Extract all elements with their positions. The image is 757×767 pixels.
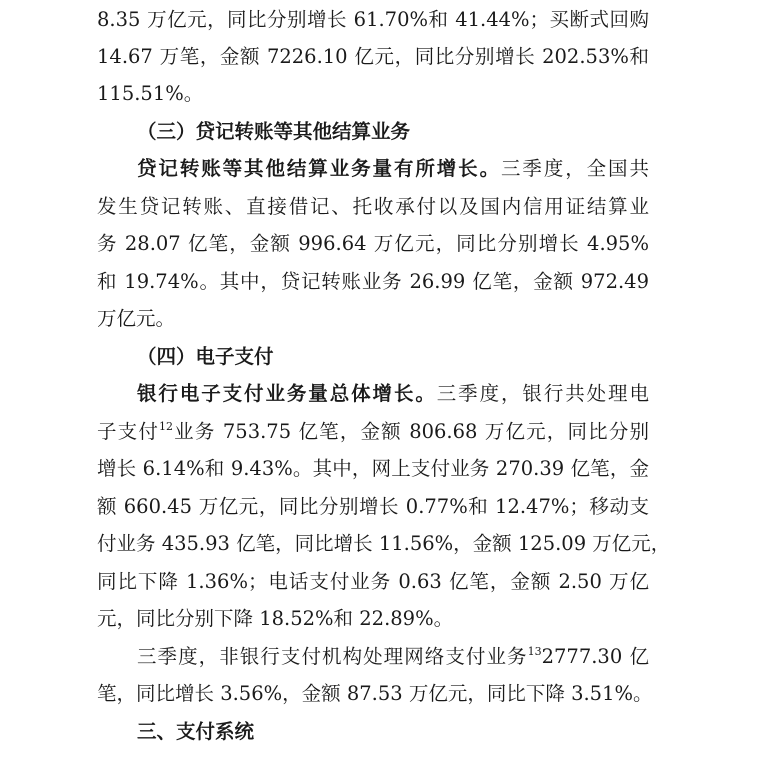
text-line: 额 660.45 万亿元，同比分别增长 0.77%和 12.47%；移动支 (97, 495, 649, 518)
text-line: 14.67 万笔，金额 7226.10 亿元，同比分别增长 202.53%和 (97, 45, 649, 68)
paragraph-first-line (137, 376, 649, 412)
text-line: 和 19.74%。其中，贷记转账业务 26.99 亿笔，金额 972.49 (97, 270, 649, 293)
text-line (97, 414, 649, 450)
paragraph-first-line (137, 151, 649, 187)
paragraph-lead: 银行电子支付业务量总体增长。 (137, 382, 437, 405)
paragraph-lead: 贷记转账等其他结算业务量有所增长。 (137, 157, 501, 180)
text-line: 115.51%。 (97, 82, 204, 105)
text-run: 三季度，非银行支付机构处理网络支付业务 (137, 645, 528, 668)
text-run: 2777.30 亿 (541, 645, 649, 668)
text-run: 业务 753.75 亿笔，金额 806.68 万亿元，同比分别 (173, 420, 649, 443)
text-line: 发生贷记转账、直接借记、托收承付以及国内信用证结算业 (97, 195, 649, 218)
text-line: 增长 6.14%和 9.43%。其中，网上支付业务 270.39 亿笔，金 (97, 457, 649, 480)
footnote-marker: 13 (527, 645, 542, 658)
text-line: 务 28.07 亿笔，金额 996.64 万亿元，同比分别增长 4.95% (97, 232, 649, 255)
text-line: 8.35 万亿元，同比分别增长 61.70%和 41.44%；买断式回购 (97, 8, 649, 31)
text-run: 三季度，银行共处理电 (436, 382, 649, 405)
subsection-heading: （四）电子支付 (137, 345, 274, 368)
footnote-marker: 12 (159, 420, 174, 433)
subsection-heading: （三）贷记转账等其他结算业务 (137, 120, 411, 143)
section-heading: 三、支付系统 (137, 720, 255, 743)
text-line: 同比下降 1.36%；电话支付业务 0.63 亿笔，金额 2.50 万亿 (97, 570, 649, 593)
text-line: 元，同比分别下降 18.52%和 22.89%。 (97, 607, 454, 630)
text-line: 万亿元。 (97, 307, 176, 330)
text-line: 笔，同比增长 3.56%，金额 87.53 万亿元，同比下降 3.51%。 (97, 682, 653, 705)
paragraph-first-line (137, 639, 649, 675)
text-run: 三季度，全国共 (501, 157, 649, 180)
text-line: 付业务 435.93 亿笔，同比增长 11.56%，金额 125.09 万亿元， (97, 532, 671, 555)
text-run: 子支付 (97, 420, 160, 443)
